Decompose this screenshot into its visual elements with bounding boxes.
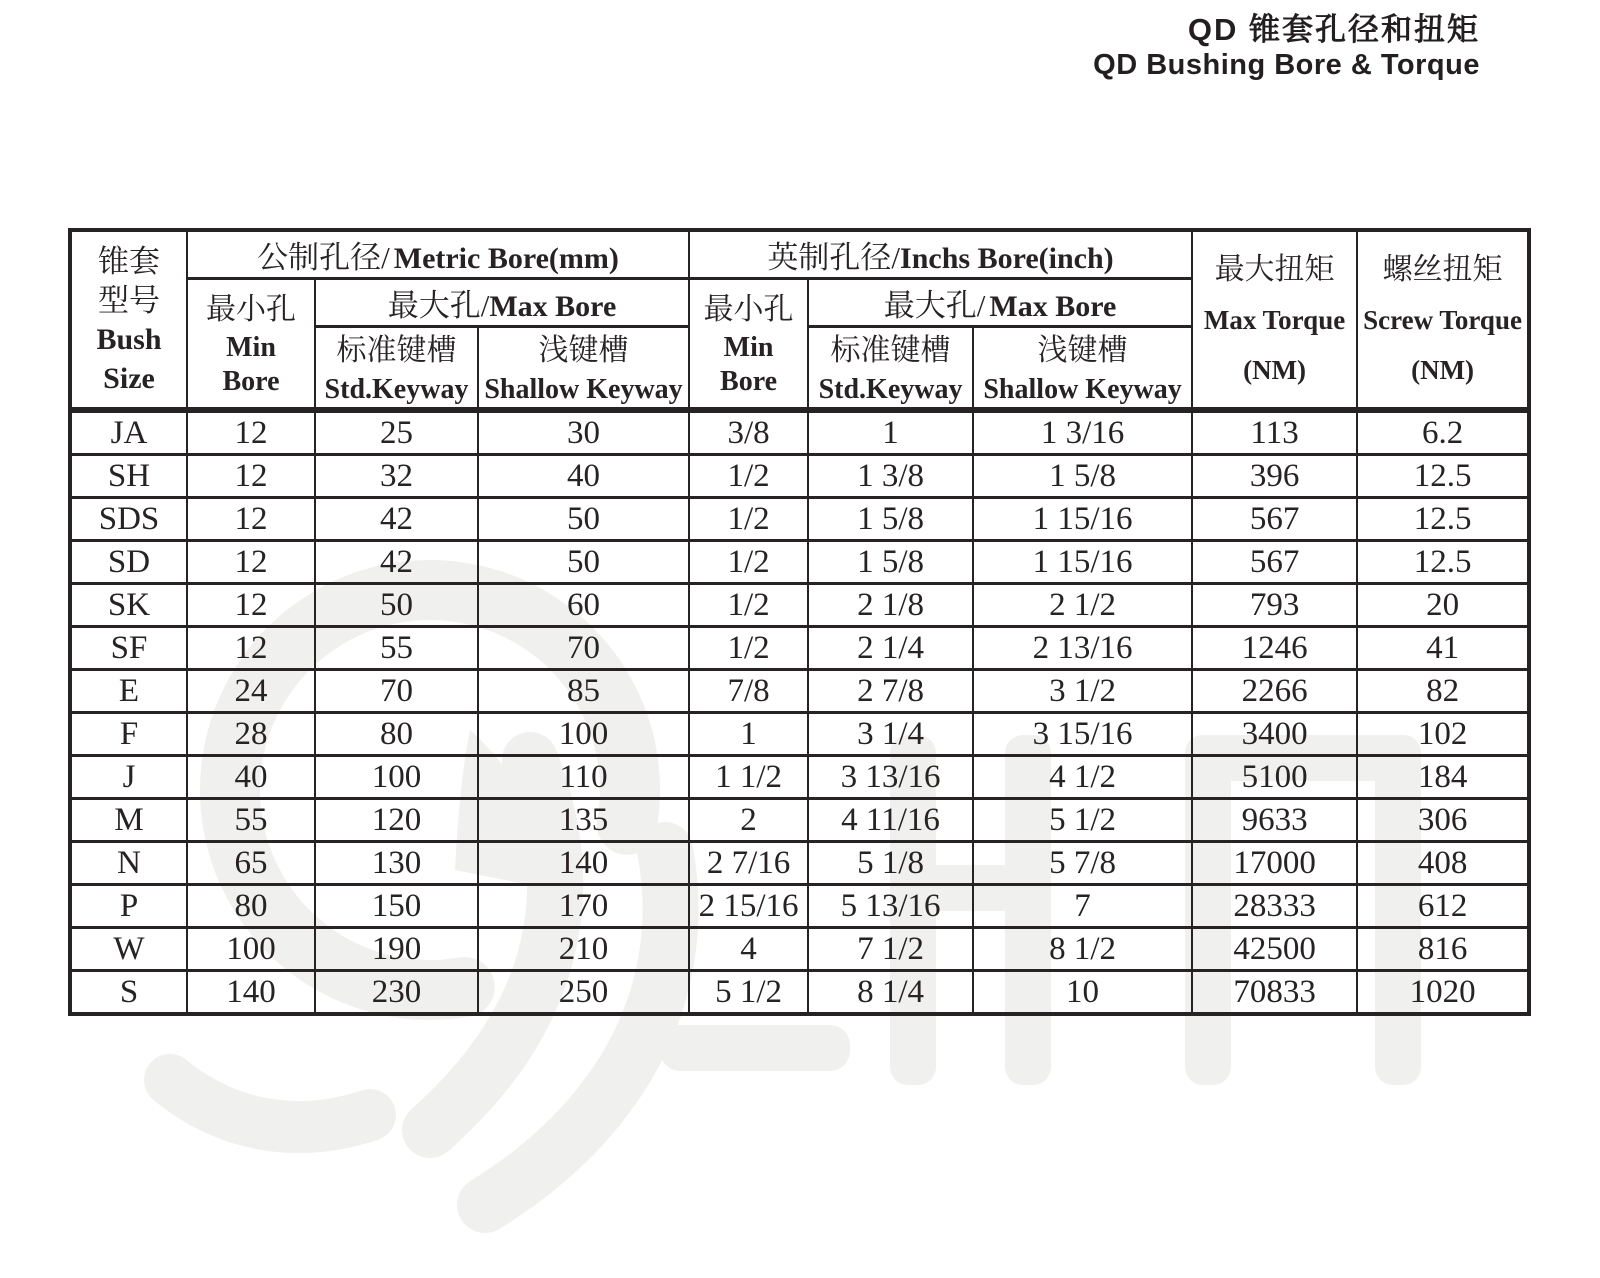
value-cell: 70 <box>478 627 689 670</box>
header-screw-torque-unit: (NM) <box>1411 354 1475 385</box>
header-inch-en: Inchs Bore(inch) <box>900 242 1114 275</box>
value-cell: 32 <box>315 455 478 498</box>
value-cell: 2 1/8 <box>808 584 973 627</box>
header-metric-min-bore <box>187 279 315 411</box>
header-bush-zh2: 型号 <box>98 282 160 318</box>
header-metric-shallow-zh: 浅键槽 <box>538 333 629 367</box>
value-cell: 1/2 <box>689 498 808 541</box>
table-header <box>70 230 1529 410</box>
value-cell: 1 3/16 <box>973 410 1192 455</box>
header-metric-shallow-en: Shallow Keyway <box>484 373 683 405</box>
table-row <box>70 541 1529 584</box>
page-title <box>1093 12 1480 82</box>
table-row <box>70 455 1529 498</box>
value-cell: 40 <box>187 756 315 799</box>
value-cell: 20 <box>1357 584 1529 627</box>
value-cell: 567 <box>1192 541 1357 584</box>
header-inch-min-en1: Min <box>723 331 774 363</box>
value-cell: 567 <box>1192 498 1357 541</box>
value-cell: 85 <box>478 670 689 713</box>
value-cell: 2266 <box>1192 670 1357 713</box>
value-cell: 2 7/16 <box>689 842 808 885</box>
value-cell: 42500 <box>1192 928 1357 971</box>
value-cell: 70833 <box>1192 971 1357 1015</box>
bush-size-cell: SDS <box>70 498 187 541</box>
bush-size-cell: W <box>70 928 187 971</box>
value-cell: 2 7/8 <box>808 670 973 713</box>
header-inch-shallow-keyway <box>973 327 1192 411</box>
value-cell: 12.5 <box>1357 541 1529 584</box>
header-metric-group <box>187 230 689 279</box>
value-cell: 60 <box>478 584 689 627</box>
value-cell: 7 1/2 <box>808 928 973 971</box>
header-bush-zh1: 锥套 <box>98 243 160 279</box>
header-inch-min-en2: Bore <box>720 365 778 397</box>
value-cell: 6.2 <box>1357 410 1529 455</box>
spec-table <box>68 228 1531 1016</box>
table-row <box>70 670 1529 713</box>
table-row <box>70 842 1529 885</box>
value-cell: 130 <box>315 842 478 885</box>
value-cell: 4 1/2 <box>973 756 1192 799</box>
value-cell: 2 15/16 <box>689 885 808 928</box>
header-inch-std-keyway <box>808 327 973 411</box>
value-cell: 3/8 <box>689 410 808 455</box>
header-bush-en2: Size <box>103 361 155 395</box>
value-cell: 40 <box>478 455 689 498</box>
value-cell: 5 1/2 <box>973 799 1192 842</box>
value-cell: 408 <box>1357 842 1529 885</box>
value-cell: 41 <box>1357 627 1529 670</box>
value-cell: 396 <box>1192 455 1357 498</box>
value-cell: 12 <box>187 541 315 584</box>
header-metric-en: Metric Bore(mm) <box>393 242 619 275</box>
value-cell: 3 13/16 <box>808 756 973 799</box>
value-cell: 24 <box>187 670 315 713</box>
header-inch-min-bore <box>689 279 808 411</box>
value-cell: 2 1/2 <box>973 584 1192 627</box>
value-cell: 3 1/2 <box>973 670 1192 713</box>
value-cell: 100 <box>187 928 315 971</box>
value-cell: 80 <box>315 713 478 756</box>
value-cell: 55 <box>315 627 478 670</box>
value-cell: 12 <box>187 498 315 541</box>
value-cell: 250 <box>478 971 689 1015</box>
value-cell: 28333 <box>1192 885 1357 928</box>
header-bush-size <box>70 230 187 410</box>
header-metric-max-en: Max Bore <box>489 290 617 323</box>
value-cell: 135 <box>478 799 689 842</box>
page-title-en: QD Bushing Bore & Torque <box>1093 49 1480 81</box>
value-cell: 184 <box>1357 756 1529 799</box>
value-cell: 80 <box>187 885 315 928</box>
value-cell: 612 <box>1357 885 1529 928</box>
bush-size-cell: SD <box>70 541 187 584</box>
value-cell: 9633 <box>1192 799 1357 842</box>
value-cell: 1 15/16 <box>973 541 1192 584</box>
header-screw-torque-zh: 螺丝扭矩 <box>1382 252 1503 286</box>
header-inch-max-zh: 最大孔/ <box>883 288 986 323</box>
bush-size-cell: S <box>70 971 187 1015</box>
value-cell: 42 <box>315 541 478 584</box>
value-cell: 55 <box>187 799 315 842</box>
value-cell: 1 5/8 <box>808 541 973 584</box>
value-cell: 170 <box>478 885 689 928</box>
table-row <box>70 410 1529 455</box>
value-cell: 1 <box>689 713 808 756</box>
header-metric-shallow-keyway <box>478 327 689 411</box>
value-cell: 190 <box>315 928 478 971</box>
header-inch-std-zh: 标准键槽 <box>830 333 951 367</box>
header-screw-torque-en: Screw Torque <box>1363 304 1522 335</box>
value-cell: 5 1/2 <box>689 971 808 1015</box>
value-cell: 50 <box>478 541 689 584</box>
value-cell: 113 <box>1192 410 1357 455</box>
value-cell: 12 <box>187 455 315 498</box>
value-cell: 1 1/2 <box>689 756 808 799</box>
value-cell: 3 1/4 <box>808 713 973 756</box>
value-cell: 110 <box>478 756 689 799</box>
value-cell: 1 15/16 <box>973 498 1192 541</box>
header-metric-std-en: Std.Keyway <box>324 373 469 405</box>
value-cell: 12 <box>187 584 315 627</box>
value-cell: 1/2 <box>689 627 808 670</box>
value-cell: 17000 <box>1192 842 1357 885</box>
header-row-groups <box>70 230 1529 279</box>
table-body <box>70 410 1529 1014</box>
bush-size-cell: M <box>70 799 187 842</box>
header-bush-en1: Bush <box>96 322 162 356</box>
bush-size-cell: SH <box>70 455 187 498</box>
value-cell: 12.5 <box>1357 455 1529 498</box>
value-cell: 230 <box>315 971 478 1015</box>
header-inch-min-zh: 最小孔 <box>703 292 794 326</box>
value-cell: 30 <box>478 410 689 455</box>
bush-size-cell: F <box>70 713 187 756</box>
value-cell: 70 <box>315 670 478 713</box>
header-inch-shallow-en: Shallow Keyway <box>983 373 1182 405</box>
bush-size-cell: E <box>70 670 187 713</box>
value-cell: 100 <box>478 713 689 756</box>
bush-size-cell: P <box>70 885 187 928</box>
value-cell: 5 13/16 <box>808 885 973 928</box>
value-cell: 120 <box>315 799 478 842</box>
value-cell: 1/2 <box>689 455 808 498</box>
table-row <box>70 498 1529 541</box>
header-metric-zh: 公制孔径/ <box>257 240 390 275</box>
value-cell: 2 13/16 <box>973 627 1192 670</box>
value-cell: 4 11/16 <box>808 799 973 842</box>
header-screw-torque <box>1357 230 1529 410</box>
value-cell: 12.5 <box>1357 498 1529 541</box>
value-cell: 50 <box>478 498 689 541</box>
value-cell: 1 <box>808 410 973 455</box>
header-metric-std-zh: 标准键槽 <box>336 333 457 367</box>
header-max-torque <box>1192 230 1357 410</box>
value-cell: 210 <box>478 928 689 971</box>
value-cell: 1 5/8 <box>973 455 1192 498</box>
value-cell: 1 5/8 <box>808 498 973 541</box>
table-row <box>70 799 1529 842</box>
value-cell: 102 <box>1357 713 1529 756</box>
header-metric-max-bore <box>315 279 689 327</box>
bush-size-cell: SK <box>70 584 187 627</box>
value-cell: 5 7/8 <box>973 842 1192 885</box>
table-row <box>70 928 1529 971</box>
value-cell: 816 <box>1357 928 1529 971</box>
table-row <box>70 756 1529 799</box>
value-cell: 50 <box>315 584 478 627</box>
header-inch-max-bore <box>808 279 1192 327</box>
value-cell: 100 <box>315 756 478 799</box>
value-cell: 1020 <box>1357 971 1529 1015</box>
value-cell: 140 <box>478 842 689 885</box>
value-cell: 306 <box>1357 799 1529 842</box>
value-cell: 12 <box>187 410 315 455</box>
bush-size-cell: SF <box>70 627 187 670</box>
table-row <box>70 971 1529 1015</box>
header-inch-group <box>689 230 1192 279</box>
value-cell: 2 1/4 <box>808 627 973 670</box>
header-inch-max-en: Max Bore <box>989 290 1117 323</box>
value-cell: 793 <box>1192 584 1357 627</box>
header-metric-min-zh: 最小孔 <box>206 292 296 326</box>
page-title-zh: QD 锥套孔径和扭矩 <box>1187 12 1480 47</box>
value-cell: 5100 <box>1192 756 1357 799</box>
table-row <box>70 584 1529 627</box>
header-max-torque-unit: (NM) <box>1243 354 1307 385</box>
value-cell: 4 <box>689 928 808 971</box>
value-cell: 3 15/16 <box>973 713 1192 756</box>
value-cell: 7 <box>973 885 1192 928</box>
table-row <box>70 627 1529 670</box>
header-inch-shallow-zh: 浅键槽 <box>1037 333 1128 367</box>
table-row <box>70 713 1529 756</box>
value-cell: 25 <box>315 410 478 455</box>
header-metric-min-en2: Bore <box>222 365 280 397</box>
value-cell: 140 <box>187 971 315 1015</box>
header-inch-std-en: Std.Keyway <box>818 373 963 405</box>
bush-size-cell: J <box>70 756 187 799</box>
value-cell: 7/8 <box>689 670 808 713</box>
value-cell: 1/2 <box>689 584 808 627</box>
bush-size-cell: N <box>70 842 187 885</box>
value-cell: 3400 <box>1192 713 1357 756</box>
header-max-torque-zh: 最大扭矩 <box>1214 252 1335 286</box>
header-inch-zh: 英制孔径/ <box>767 240 901 275</box>
value-cell: 1 3/8 <box>808 455 973 498</box>
value-cell: 8 1/4 <box>808 971 973 1015</box>
value-cell: 28 <box>187 713 315 756</box>
header-metric-min-en1: Min <box>226 331 276 363</box>
value-cell: 10 <box>973 971 1192 1015</box>
value-cell: 1/2 <box>689 541 808 584</box>
value-cell: 82 <box>1357 670 1529 713</box>
value-cell: 42 <box>315 498 478 541</box>
value-cell: 5 1/8 <box>808 842 973 885</box>
table-row <box>70 885 1529 928</box>
value-cell: 12 <box>187 627 315 670</box>
header-max-torque-en: Max Torque <box>1203 304 1346 335</box>
header-metric-max-zh: 最大孔/ <box>387 288 490 323</box>
value-cell: 8 1/2 <box>973 928 1192 971</box>
header-metric-std-keyway <box>315 327 478 411</box>
value-cell: 1246 <box>1192 627 1357 670</box>
value-cell: 2 <box>689 799 808 842</box>
bush-size-cell: JA <box>70 410 187 455</box>
value-cell: 150 <box>315 885 478 928</box>
value-cell: 65 <box>187 842 315 885</box>
